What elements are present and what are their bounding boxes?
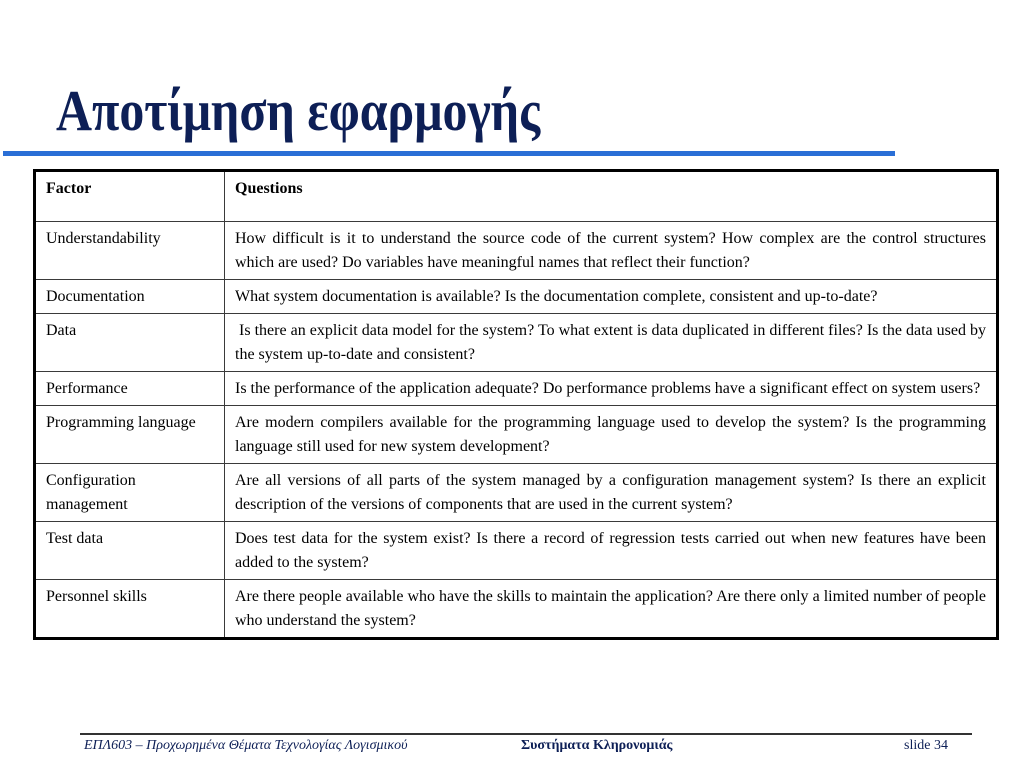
- row-factor: Test data: [35, 522, 225, 580]
- row-factor: Configuration management: [35, 464, 225, 522]
- slide-footer: [0, 738, 1024, 758]
- table-row: [35, 222, 998, 280]
- row-questions: How difficult is it to understand the source code of the current system? How complex are the control structures which are used? Do variables have meaningful names that reflect their function?: [225, 222, 998, 280]
- row-factor: Documentation: [35, 280, 225, 314]
- footer-slide-number: slide 34: [904, 738, 948, 753]
- row-questions: What system documentation is available? Is the documentation complete, consistent and up-to-date?: [225, 280, 998, 314]
- table-row: [35, 464, 998, 522]
- footer-topic: Συστήματα Κληρονομιάς: [521, 738, 673, 753]
- title-underline: [3, 151, 895, 156]
- row-factor: Data: [35, 314, 225, 372]
- table-row: [35, 522, 998, 580]
- assessment-table-container: [33, 169, 999, 640]
- row-factor: Understandability: [35, 222, 225, 280]
- assessment-table: [33, 169, 999, 640]
- row-questions: Are all versions of all parts of the system managed by a configuration management system? Is there an explicit description of the versions of components that are used in the current system?: [225, 464, 998, 522]
- table-row: [35, 280, 998, 314]
- footer-course: ΕΠΛ603 – Προχωρημένα Θέματα Τεχνολογίας Λογισμικού: [84, 738, 408, 753]
- row-questions: Are modern compilers available for the programming language used to develop the system? Is the programming language still used for new system development?: [225, 406, 998, 464]
- table-header-row: [35, 171, 998, 222]
- row-factor: Performance: [35, 372, 225, 406]
- row-questions: Does test data for the system exist? Is there a record of regression tests carried out when new features have been added to the system?: [225, 522, 998, 580]
- row-factor: Personnel skills: [35, 580, 225, 639]
- footer-divider: [80, 733, 972, 735]
- row-factor: Programming language: [35, 406, 225, 464]
- slide-title: Αποτίμηση εφαρμογής: [56, 78, 541, 143]
- row-questions: Is there an explicit data model for the system? To what extent is data duplicated in different files? Is the data used by the system up-to-date and consistent?: [225, 314, 998, 372]
- row-questions: Are there people available who have the skills to maintain the application? Are there only a limited number of people who understand the system?: [225, 580, 998, 639]
- header-factor: Factor: [35, 171, 225, 222]
- row-questions: Is the performance of the application adequate? Do performance problems have a significant effect on system users?: [225, 372, 998, 406]
- header-questions: Questions: [225, 171, 998, 222]
- table-row: [35, 580, 998, 639]
- table-row: [35, 406, 998, 464]
- table-row: [35, 372, 998, 406]
- table-row: [35, 314, 998, 372]
